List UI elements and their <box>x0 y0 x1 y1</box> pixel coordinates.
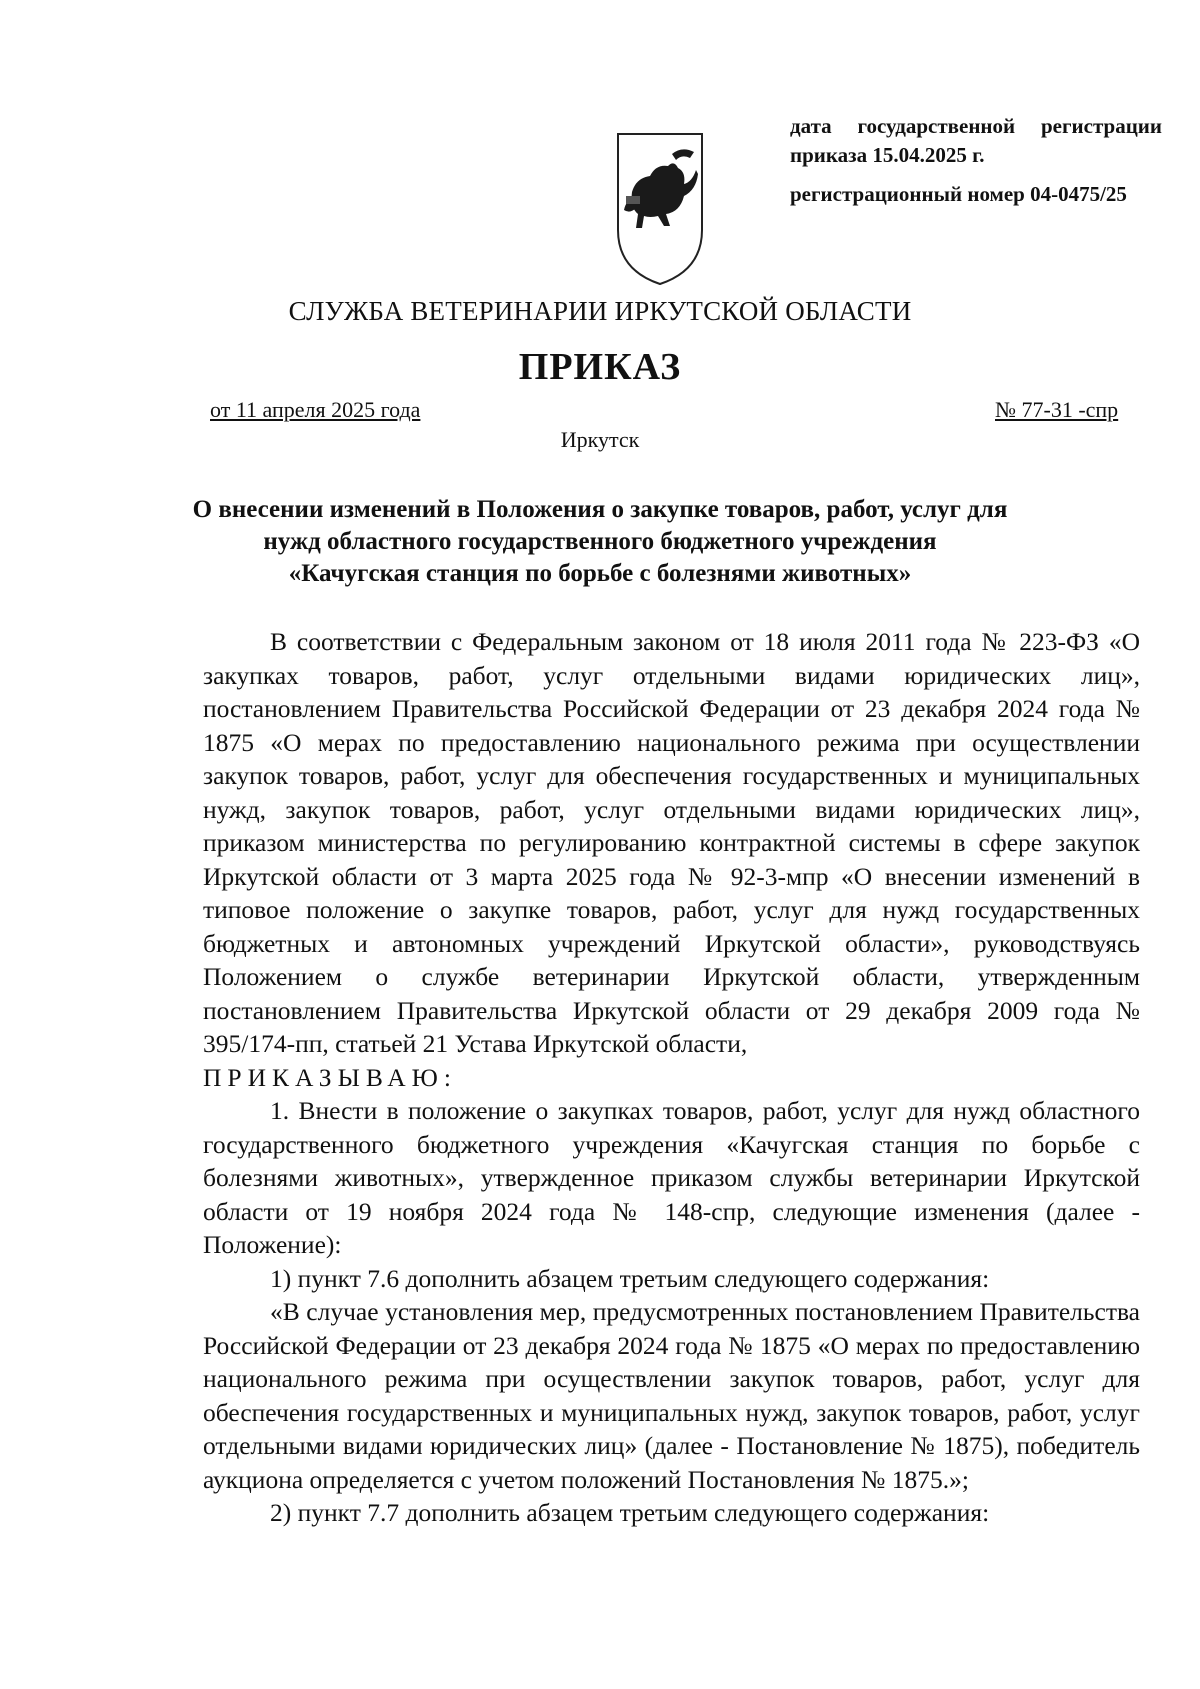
preamble-paragraph: В соответствии с Федеральным законом от 18 июля 2011 года № 223-ФЗ «О закупках товаров, работ, услуг отдельными видами юридических лиц», постановлением Правительства Российской Федерации от 23 декабря 2024 года № 1875 «О мерах по предоставлению национального режима при осуществлении закупок товаров, работ, услуг для обеспечения государственных и муниципальных нужд, закупок товаров, работ, услуг отдельными видами юридических лиц», приказом министерства по регулированию контрактной системы в сфере закупок Иркутской области от 3 марта 2025 года № 92-3-мпр «О внесении изменений в типовое положение о закупке товаров, работ, услуг для нужд государственных бюджетных и автономных учреждений Иркутской области», руководствуясь Положением о службе ветеринарии Иркутской области, утвержденным постановлением Правительства Иркутской области от 29 декабря 2009 года № 395/174-пп, статьей 21 Устава Иркутской области, <box>203 627 1140 1058</box>
sub-item-1: 1) пункт 7.6 дополнить абзацем третьим следующего содержания: <box>270 1263 990 1293</box>
order-date: от 11 апреля 2025 года <box>210 397 421 422</box>
issue-city: Иркутск <box>560 427 640 452</box>
order-number: № 77-31 -спр <box>995 397 1119 422</box>
registration-number: регистрационный номер 04-0475/25 <box>790 182 1127 206</box>
agency-name: СЛУЖБА ВЕТЕРИНАРИИ ИРКУТСКОЙ ОБЛАСТИ <box>288 296 912 326</box>
title-line-1: О внесении изменений в Положения о закупке товаров, работ, услуг для <box>192 496 1008 523</box>
registration-line-2: приказа 15.04.2025 г. <box>790 143 985 167</box>
document-type: ПРИКАЗ <box>518 346 682 388</box>
registration-line-1: дата государственной регистрации <box>790 114 1162 138</box>
coat-of-arms-icon <box>612 130 708 288</box>
quote-paragraph-1: «В случае установления мер, предусмотренных постановлением Правительства Российской Федерации от 23 декабря 2024 года № 1875 «О мерах по предоставлению национального режима при осуществлении закупок товаров, работ, услуг для обеспечения государственных и муниципальных нужд, закупок товаров, работ, услуг отдельными видами юридических лиц» (далее - Постановление № 1875), победитель аукциона определяется с учетом положений Постановления № 1875.»; <box>203 1297 1140 1494</box>
registration-stamp <box>790 112 1162 209</box>
sub-item-2: 2) пункт 7.7 дополнить абзацем третьим следующего содержания: <box>270 1498 990 1527</box>
order-title <box>180 494 1020 590</box>
order-body <box>203 625 1140 1530</box>
title-line-3: «Качугская станция по борьбе с болезнями животных» <box>288 560 912 587</box>
command-heading: ПРИКАЗЫВАЮ: <box>203 1062 457 1092</box>
item-1-paragraph: 1. Внести в положение о закупках товаров, работ, услуг для нужд областного государственного бюджетного учреждения «Качугская станция по борьбе с болезнями животных», утвержденное приказом службы ветеринарии Иркутской области от 19 ноября 2024 года № 148-спр, следующие изменения (далее - Положение): <box>203 1096 1140 1259</box>
title-line-2: нужд областного государственного бюджетного учреждения <box>263 528 937 555</box>
